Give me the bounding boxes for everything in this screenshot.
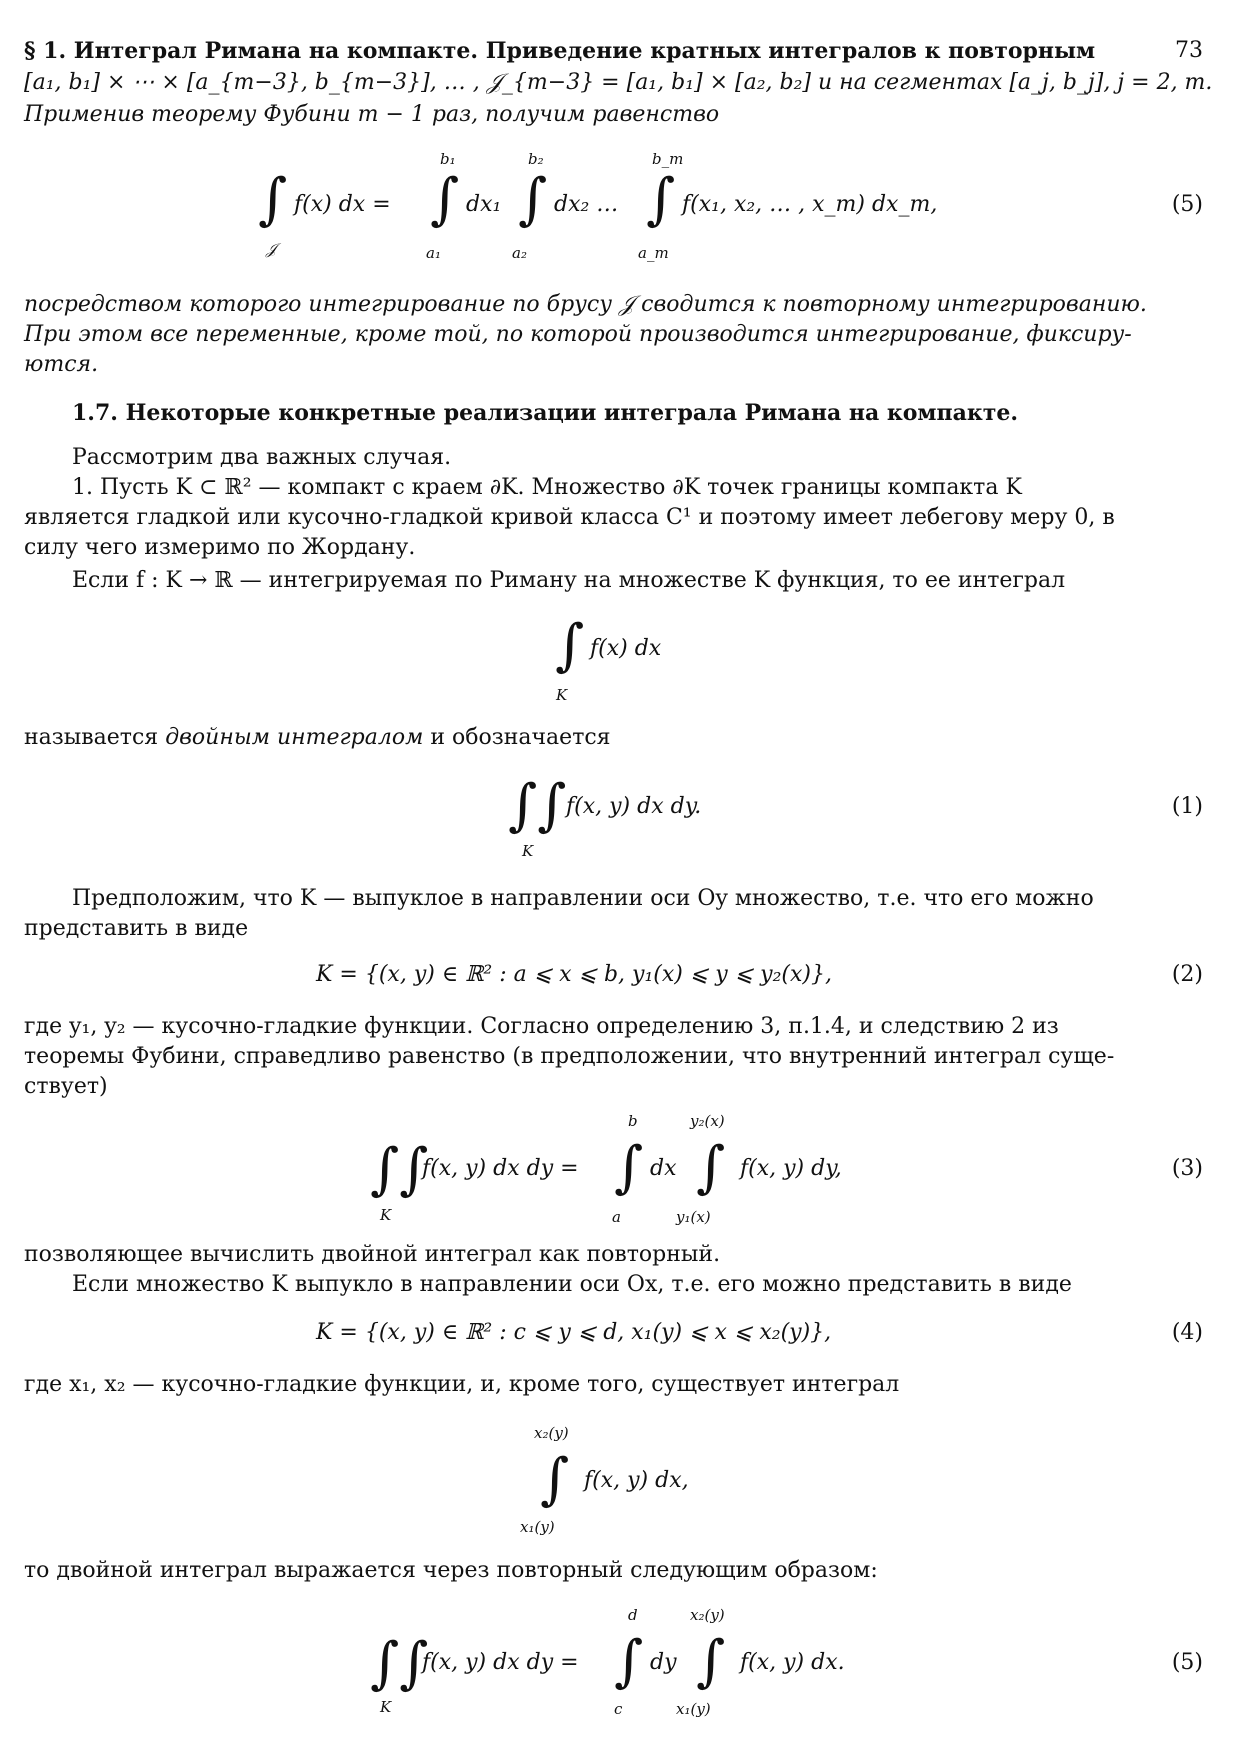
equation-term: dx bbox=[650, 1156, 677, 1181]
upper-limit: d bbox=[628, 1606, 638, 1624]
integral-sign: ∫∫ bbox=[370, 1137, 429, 1202]
text-line: 1. Пусть K ⊂ ℝ² — компакт с краем ∂K. Множество ∂K точек границы компакта K bbox=[72, 475, 1022, 500]
text-line: называется двойным интегралом и обозначается bbox=[24, 725, 611, 750]
equation-term: f(x, y) dy, bbox=[740, 1156, 842, 1181]
text-line: является гладкой или кусочно-гладкой кривой класса C¹ и поэтому имеет лебегову меру 0, в bbox=[24, 505, 1115, 530]
text-line: При этом все переменные, кроме той, по которой производится интегрирование, фиксиру- bbox=[24, 322, 1132, 347]
equation-number: (2) bbox=[1171, 962, 1203, 987]
text-line: Применив теорему Фубини m − 1 раз, получим равенство bbox=[24, 102, 720, 127]
lower-limit: c bbox=[614, 1700, 623, 1718]
upper-limit: b_m bbox=[652, 150, 684, 168]
integral-sign: ∫ bbox=[646, 167, 676, 232]
text-line: ются. bbox=[24, 352, 99, 377]
upper-limit: b₁ bbox=[440, 150, 456, 168]
text-line: позволяющее вычислить двойной интеграл как повторный. bbox=[24, 1242, 721, 1267]
upper-limit: y₂(x) bbox=[690, 1112, 725, 1130]
lower-limit: y₁(x) bbox=[676, 1208, 711, 1226]
integral-domain: K bbox=[556, 686, 568, 704]
lower-limit: x₁(y) bbox=[520, 1518, 555, 1536]
upper-limit: x₂(y) bbox=[690, 1606, 725, 1624]
equation-term: f(x, y) dx, bbox=[584, 1468, 689, 1493]
upper-limit: x₂(y) bbox=[534, 1424, 569, 1442]
equation-term: dx₂ … bbox=[554, 192, 619, 217]
text-line: где x₁, x₂ — кусочно-гладкие функции, и, кроме того, существует интеграл bbox=[24, 1372, 900, 1397]
integral-sign: ∫ bbox=[614, 1135, 644, 1200]
section-heading: 1.7. Некоторые конкретные реализации интеграла Римана на компакте. bbox=[72, 400, 1019, 426]
upper-limit: b₂ bbox=[528, 150, 544, 168]
integral-sign: ∫ bbox=[696, 1135, 726, 1200]
lower-limit: x₁(y) bbox=[676, 1700, 711, 1718]
integral-sign: ∫ bbox=[258, 167, 288, 232]
text-line: теоремы Фубини, справедливо равенство (в предположении, что внутренний интеграл суще- bbox=[24, 1044, 1115, 1069]
integral-sign: ∫ bbox=[518, 167, 548, 232]
lower-limit: a₂ bbox=[512, 244, 527, 262]
equation-term: K = {(x, y) ∈ ℝ² : a ⩽ x ⩽ b, y₁(x) ⩽ y ⩽ y₂(x)}, bbox=[316, 962, 832, 987]
integral-sign: ∫∫ bbox=[508, 773, 567, 838]
text-line: представить в виде bbox=[24, 916, 249, 941]
running-header: § 1. Интеграл Римана на компакте. Приведение кратных интегралов к повторным bbox=[24, 38, 1096, 64]
integral-domain: K bbox=[380, 1206, 392, 1224]
text-line: [a₁, b₁] × ⋯ × [a_{m−3}, b_{m−3}], … , 𝒥_{m−3} = [a₁, b₁] × [a₂, b₂] и на сегментах [a_j, b_j], j = 2, m. bbox=[24, 70, 1213, 95]
integral-domain: K bbox=[380, 1698, 392, 1716]
equation-number: (4) bbox=[1171, 1320, 1203, 1345]
equation-number: (1) bbox=[1171, 794, 1203, 819]
text-line: Рассмотрим два важных случая. bbox=[72, 445, 452, 470]
integral-domain: 𝒥 bbox=[266, 240, 277, 258]
term-double-integral: двойным интегралом bbox=[165, 725, 424, 750]
integral-domain: K bbox=[522, 842, 534, 860]
equation-term: K = {(x, y) ∈ ℝ² : c ⩽ y ⩽ d, x₁(y) ⩽ x ⩽ x₂(y)}, bbox=[316, 1320, 832, 1345]
lower-limit: a_m bbox=[638, 244, 669, 262]
integral-sign: ∫ bbox=[555, 613, 585, 678]
equation-number: (3) bbox=[1171, 1156, 1203, 1181]
equation-term: f(x) dx = bbox=[294, 192, 391, 217]
integral-sign: ∫ bbox=[696, 1629, 726, 1694]
text-line: то двойной интеграл выражается через повторный следующим образом: bbox=[24, 1558, 878, 1583]
equation-term: dx₁ bbox=[466, 192, 502, 217]
equation-term: f(x, y) dx. bbox=[740, 1650, 845, 1675]
integral-sign: ∫ bbox=[614, 1629, 644, 1694]
equation-term: f(x, y) dx dy = bbox=[422, 1650, 579, 1675]
equation-number: (5) bbox=[1171, 192, 1203, 217]
integral-sign: ∫ bbox=[430, 167, 460, 232]
page-number: 73 bbox=[1175, 38, 1203, 63]
equation-term: f(x, y) dx dy = bbox=[422, 1156, 579, 1181]
lower-limit: a bbox=[612, 1208, 621, 1226]
equation-term: f(x) dx bbox=[590, 636, 662, 661]
text-line: силу чего измеримо по Жордану. bbox=[24, 535, 416, 560]
equation-number: (5) bbox=[1171, 1650, 1203, 1675]
text-line: где y₁, y₂ — кусочно-гладкие функции. Согласно определению 3, п.1.4, и следствию 2 из bbox=[24, 1014, 1059, 1039]
equation-term: dy bbox=[650, 1650, 677, 1675]
text-line: ствует) bbox=[24, 1074, 108, 1099]
text-line: посредством которого интегрирование по брусу 𝒥 сводится к повторному интегрированию. bbox=[24, 292, 1147, 317]
integral-sign: ∫ bbox=[540, 1447, 570, 1512]
text-line: Предположим, что K — выпуклое в направлении оси Oy множество, т.е. что его можно bbox=[72, 886, 1094, 911]
equation-term: f(x₁, x₂, … , x_m) dx_m, bbox=[682, 192, 938, 217]
text-line: Если множество K выпукло в направлении оси Ox, т.е. его можно представить в виде bbox=[72, 1272, 1072, 1297]
equation-term: f(x, y) dx dy. bbox=[566, 794, 702, 819]
lower-limit: a₁ bbox=[426, 244, 441, 262]
upper-limit: b bbox=[628, 1112, 638, 1130]
integral-sign: ∫∫ bbox=[370, 1631, 429, 1696]
text-line: Если f : K → ℝ — интегрируемая по Риману на множестве K функция, то ее интеграл bbox=[72, 568, 1066, 593]
